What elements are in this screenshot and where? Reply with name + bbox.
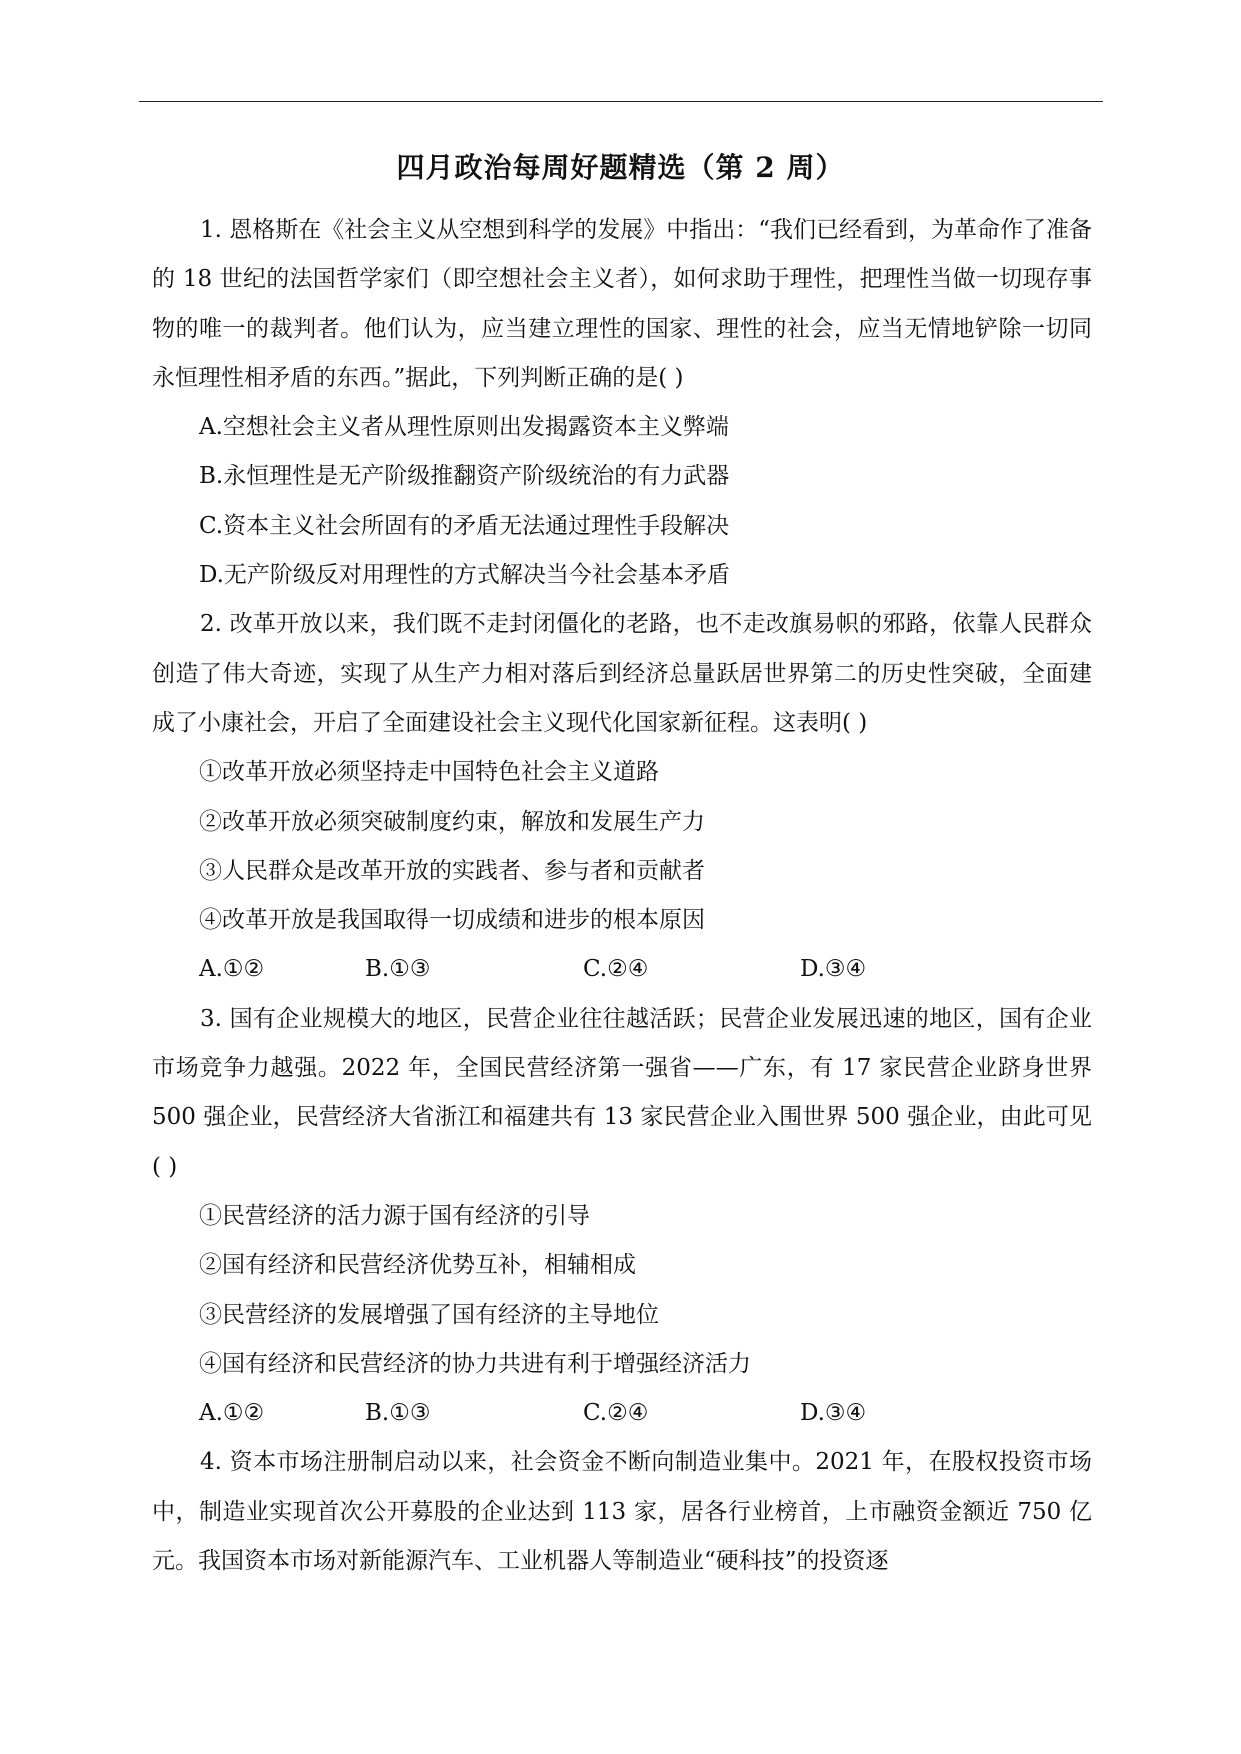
question-1-stem: 1. 恩格斯在《社会主义从空想到科学的发展》中指出：“我们已经看到，为革命作了准备的 18 世纪的法国哲学家们（即空想社会主义者），如何求助于理性，把理性当做一切现存事物的唯一的裁判者。他们认为，应当建立理性的国家、理性的社会，应当无情地铲除一切同永恒理性相矛盾的东西。”据此，下列判断正确的是( ) <box>152 217 1093 391</box>
question-3-statement-3: ③民营经济的发展增强了国有经济的主导地位 <box>199 1301 659 1328</box>
question-3-choices <box>152 1389 1092 1438</box>
question-3-stem: 3. 国有企业规模大的地区，民营企业往往越活跃；民营企业发展迅速的地区，国有企业市场竞争力越强。2022 年，全国民营经济第一强省——广东，有 17 家民营企业跻身世界 500 强企业，民营经济大省浙江和福建共有 13 家民营企业入围世界 500 强企业，由此可见( ) <box>152 1005 1092 1180</box>
question-3-statement-2: ②国有经济和民营经济优势互补，相辅相成 <box>199 1252 636 1279</box>
question-1-option-a: A.空想社会主义者从理性原则出发揭露资本主义弊端 <box>199 414 729 441</box>
question-2-statement-3: ③人民群众是改革开放的实践者、参与者和贡献者 <box>199 857 705 884</box>
question-2-choices <box>152 945 1092 994</box>
question-3-statement-4: ④国有经济和民营经济的协力共进有利于增强经济活力 <box>199 1350 751 1377</box>
header-rule <box>139 101 1103 102</box>
question-1-option-b: B.永恒理性是无产阶级推翻资产阶级统治的有力武器 <box>199 463 730 490</box>
question-1-option-c: C.资本主义社会所固有的矛盾无法通过理性手段解决 <box>199 512 730 539</box>
question-4-stem: 4. 资本市场注册制启动以来，社会资金不断向制造业集中。2021 年，在股权投资市场中，制造业实现首次公开募股的企业达到 113 家，居各行业榜首，上市融资金额近 750 亿元。我国资本市场对新能源汽车、工业机器人等制造业“硬科技”的投资逐 <box>152 1449 1092 1575</box>
question-2-statement-2: ②改革开放必须突破制度约束，解放和发展生产力 <box>199 808 705 835</box>
question-2-stem: 2. 改革开放以来，我们既不走封闭僵化的老路，也不走改旗易帜的邪路，依靠人民群众创造了伟大奇迹，实现了从生产力相对落后到经济总量跃居世界第二的历史性突破，全面建成了小康社会，开启了全面建设社会主义现代化国家新征程。这表明( ) <box>152 611 1092 736</box>
question-2-choice-c: C.②④ <box>583 956 649 983</box>
question-3-statement-1: ①民营经济的活力源于国有经济的引导 <box>199 1202 590 1229</box>
question-2-choice-b: B.①③ <box>365 956 431 983</box>
question-list <box>152 206 1092 1586</box>
question-3-choice-b: B.①③ <box>365 1400 431 1427</box>
page-title: 四月政治每周好题精选（第 2 周） <box>396 151 845 184</box>
question-2-choice-d: D.③④ <box>800 956 867 983</box>
question-2-choice-a: A.①② <box>199 956 265 983</box>
question-3-choice-c: C.②④ <box>583 1400 649 1427</box>
question-2-statement-4: ④改革开放是我国取得一切成绩和进步的根本原因 <box>199 907 705 934</box>
question-1-option-d: D.无产阶级反对用理性的方式解决当今社会基本矛盾 <box>199 562 730 589</box>
question-2-statement-1: ①改革开放必须坚持走中国特色社会主义道路 <box>199 759 659 786</box>
question-3-choice-a: A.①② <box>199 1400 265 1427</box>
question-3-choice-d: D.③④ <box>800 1400 867 1427</box>
